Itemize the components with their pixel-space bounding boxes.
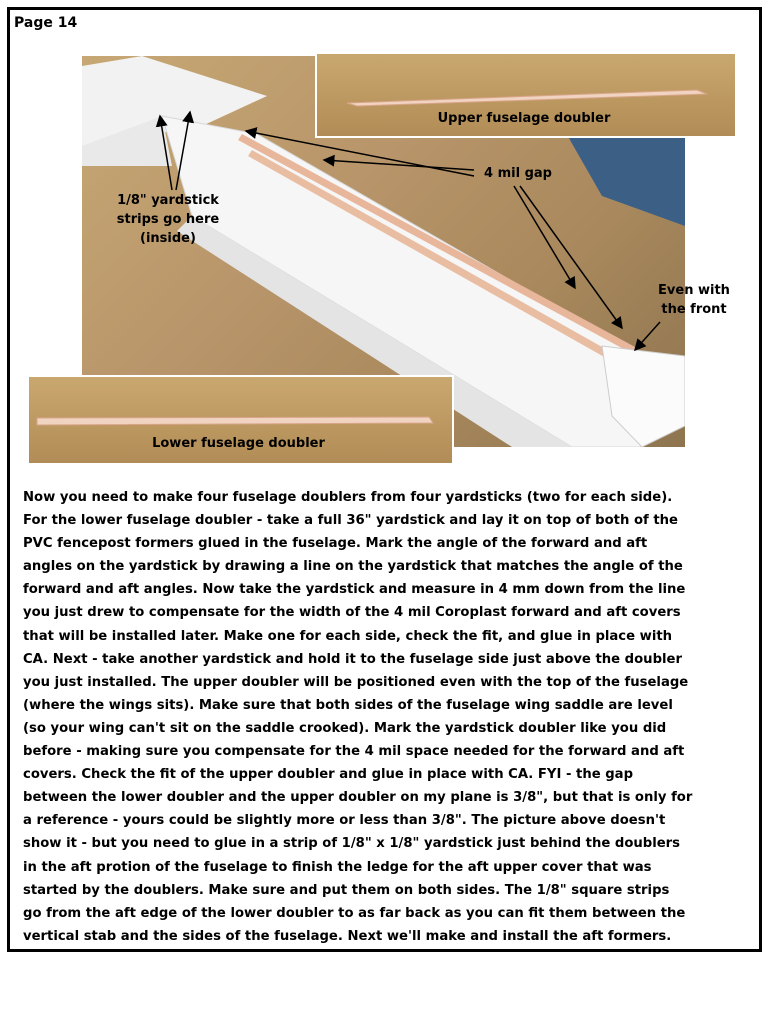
gap-label: 4 mil gap <box>484 166 552 181</box>
instructions-line: CA. Next - take another yardstick and hold it to the fuselage side just above the doubler <box>23 651 682 667</box>
instructions-line: forward and aft angles. Now take the yardstick and measure in 4 mm down from the line <box>23 582 686 598</box>
instructions-line: started by the doublers. Make sure and put them on both sides. The 1/8" square strips <box>23 882 670 898</box>
instructions-line: vertical stab and the sides of the fuselage. Next we'll make and install the aft formers. <box>23 928 672 944</box>
instructions-line: you just installed. The upper doubler will be positioned even with the top of the fuselage <box>23 674 689 690</box>
instructions-line: angles on the yardstick by drawing a line on the yardstick that matches the angle of the <box>23 559 683 575</box>
instructions-line: that will be installed later. Make one for each side, check the fit, and glue in place with <box>23 628 673 644</box>
strips-label-line3: (inside) <box>140 231 196 246</box>
upper-doubler-caption: Upper fuselage doubler <box>437 111 611 126</box>
instructions-line: in the aft protion of the fuselage to finish the ledge for the aft upper cover that was <box>23 859 652 875</box>
even-label-line2: the front <box>661 302 727 317</box>
instructions-line: For the lower fuselage doubler - take a full 36" yardstick and lay it on top of both of the <box>23 513 678 529</box>
instructions-line: (so your wing can't sit on the saddle crooked). Mark the yardstick doubler like you did <box>23 720 667 736</box>
lower-doubler-caption: Lower fuselage doubler <box>152 436 325 451</box>
strips-label-line2: strips go here <box>116 212 220 227</box>
instructions-line: Now you need to make four fuselage doublers from four yardsticks (two for each side). <box>23 490 673 505</box>
strips-arrow-right <box>176 112 190 190</box>
instructions-line: (where the wings sits). Make sure that both sides of the fuselage wing saddle are level <box>23 697 673 713</box>
instructions-line: before - making sure you compensate for the 4 mil space needed for the forward and aft <box>23 744 685 760</box>
instructions-line: go from the aft edge of the lower doubler to as far back as you can fit them between the <box>23 905 686 921</box>
instructions-line: covers. Check the fit of the upper doubler and glue in place with CA. FYI - the gap <box>23 767 634 783</box>
instructions-line: between the lower doubler and the upper doubler on my plane is 3/8", but that is only for <box>23 790 693 806</box>
gap-arrow-1 <box>246 131 474 176</box>
gap-arrow-3 <box>514 186 575 288</box>
instructions-line: PVC fencepost formers glued in the fuselage. Mark the angle of the forward and aft <box>23 536 648 552</box>
instructions-text <box>23 486 753 948</box>
strips-label-line1: 1/8" yardstick <box>117 193 219 208</box>
instructions-line: a reference - yours could be slightly more or less than 3/8". The picture above doesn't <box>23 813 666 829</box>
gap-arrow-4 <box>520 186 622 328</box>
instructions-line: you just drew to compensate for the width of the 4 mil Coroplast forward and aft covers <box>23 605 681 621</box>
even-label-line1: Even with <box>658 283 730 298</box>
strips-arrow-left <box>160 116 172 190</box>
even-arrow <box>635 322 660 350</box>
instructions-line: show it - but you need to glue in a strip of 1/8" x 1/8" yardstick just behind the doublers <box>23 836 681 852</box>
page-label: Page 14 <box>14 15 78 31</box>
